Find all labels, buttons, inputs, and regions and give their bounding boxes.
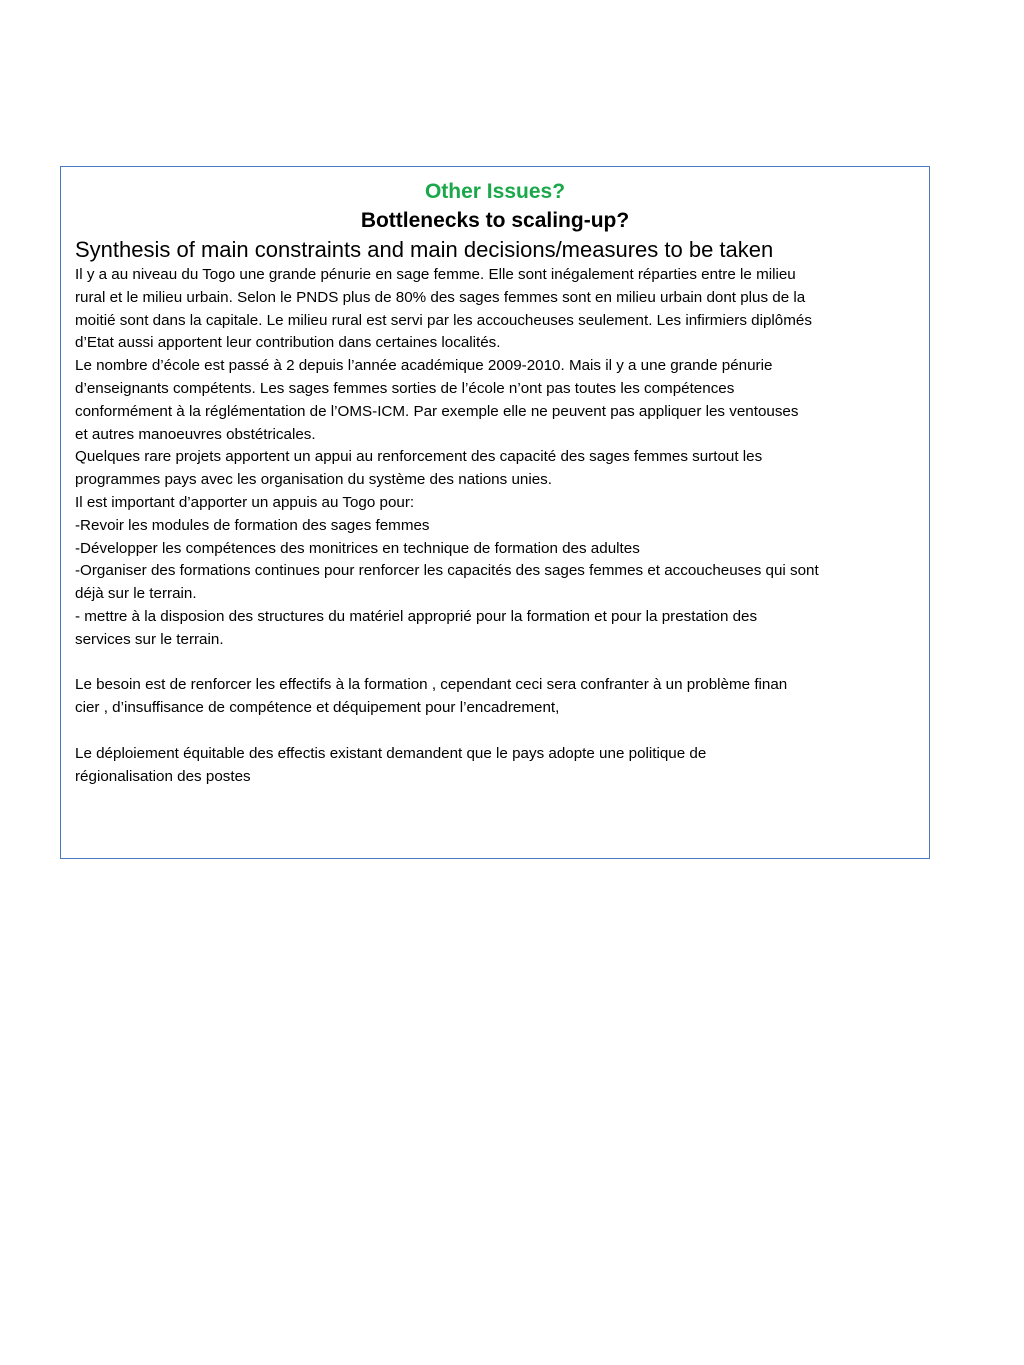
body-line: services sur le terrain. — [75, 630, 224, 648]
body-line: -Organiser des formations continues pour renforcer les capacités des sages femmes et accoucheuses qui sont — [75, 562, 819, 580]
body-line: Le besoin est de renforcer les effectifs à la formation , cependant ceci sera confranter à un problème finan — [75, 676, 788, 694]
body-text — [75, 264, 915, 788]
body-line: d’Etat aussi apportent leur contribution dans certaines localités. — [75, 334, 501, 352]
blank-line — [75, 720, 915, 743]
synthesis-heading: Synthesis of main constraints and main decisions/measures to be taken — [75, 237, 774, 262]
body-line: -Revoir les modules de formation des sages femmes — [75, 516, 430, 534]
body-line: d’enseignants compétents. Les sages femmes sorties de l’école n’ont pas toutes les compétences — [75, 379, 735, 397]
body-line: déjà sur le terrain. — [75, 585, 197, 603]
content-box — [60, 166, 930, 859]
body-line: Le nombre d’école est passé à 2 depuis l’année académique 2009-2010. Mais il y a une grande pénurie — [75, 357, 773, 375]
bottlenecks-heading: Bottlenecks to scaling-up? — [360, 209, 630, 232]
body-line: -Développer les compétences des monitrices en technique de formation des adultes — [75, 539, 640, 557]
body-line: Il y a au niveau du Togo une grande pénurie en sage femme. Elle sont inégalement réparties entre le milieu — [75, 266, 796, 283]
body-line: programmes pays avec les organisation du système des nations unies. — [75, 471, 552, 489]
body-line: cier , d’insuffisance de compétence et déquipement pour l’encadrement, — [75, 699, 560, 717]
body-line: moitié sont dans la capitale. Le milieu rural est servi par les accoucheuses seulement. Les infirmiers diplômés — [75, 311, 812, 329]
body-line: Le déploiement équitable des effectis existant demandent que le pays adopte une politique de — [75, 744, 707, 762]
body-line: et autres manoeuvres obstétricales. — [75, 425, 316, 443]
blank-line — [75, 652, 915, 675]
body-line: Il est important d’apporter un appuis au Togo pour: — [75, 493, 415, 511]
body-line: - mettre à la disposion des structures du matériel approprié pour la formation et pour la prestation des — [75, 607, 758, 625]
body-line: conformément à la réglémentation de l’OMS-ICM. Par exemple elle ne peuvent pas appliquer les ventouses — [75, 402, 799, 420]
body-line: Quelques rare projets apportent un appui au renforcement des capacité des sages femmes surtout les — [75, 448, 763, 466]
body-line: rural et le milieu urbain. Selon le PNDS plus de 80% des sages femmes sont en milieu urbain dont plus de la — [75, 288, 806, 306]
body-line: régionalisation des postes — [75, 767, 251, 785]
other-issues-heading: Other Issues? — [424, 180, 566, 203]
